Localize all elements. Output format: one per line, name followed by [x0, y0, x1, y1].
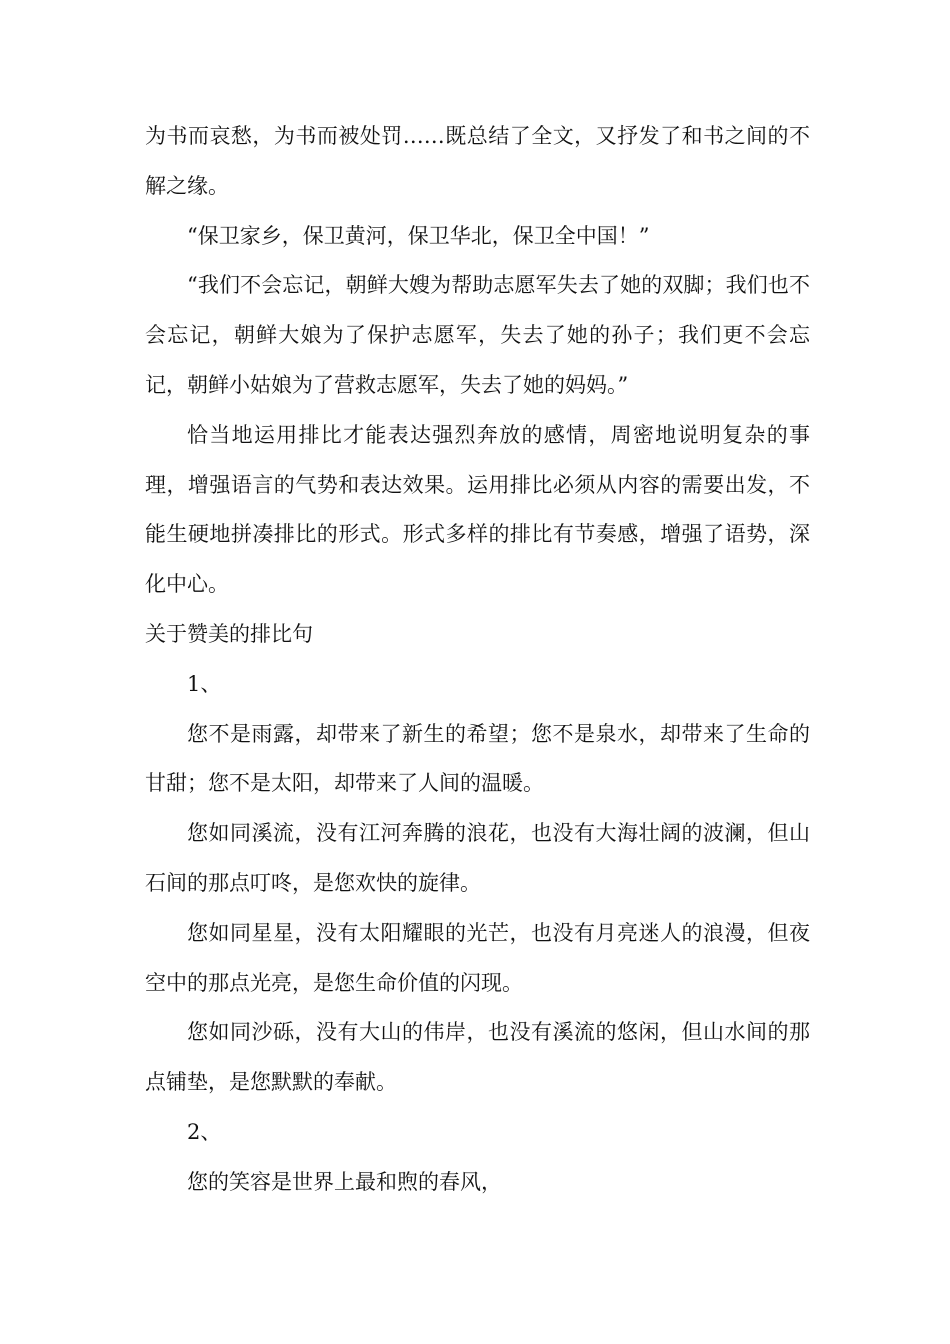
- paragraph-parallelism-explanation: 恰当地运用排比才能表达强烈奔放的感情，周密地说明复杂的事理，增强语言的气势和表达效果。运用排比必须从内容的需要出发，不能生硬地拼凑排比的形式。形式多样的排比有节奏感，增强了语势，深化中心。: [145, 422, 810, 597]
- paragraph-praise-star: 您如同星星，没有太阳耀眼的光芒，也没有月亮迷人的浪漫，但夜空中的那点光亮，是您生命价值的闪现。: [145, 920, 810, 995]
- paragraph-quote-korea: “我们不会忘记，朝鲜大嫂为帮助志愿军失去了她的双脚；我们也不会忘记，朝鲜大娘为了保护志愿军，失去了她的孙子；我们更不会忘记，朝鲜小姑娘为了营救志愿军，失去了她的妈妈。”: [145, 273, 810, 397]
- list-number-1: 1、: [187, 671, 222, 696]
- document-body: [145, 112, 810, 1208]
- paragraph-praise-stream: 您如同溪流，没有江河奔腾的浪花，也没有大海壮阔的波澜，但山石间的那点叮咚，是您欢快的旋律。: [145, 821, 810, 895]
- paragraph-quote-defend: “保卫家乡，保卫黄河，保卫华北，保卫全中国！”: [187, 223, 650, 248]
- paragraph-praise-sand: 您如同沙砾，没有大山的伟岸，也没有溪流的悠闲，但山水间的那点铺垫，是您默默的奉献。: [145, 1020, 810, 1095]
- paragraph-praise-smile: 您的笑容是世界上最和煦的春风，: [187, 1169, 502, 1194]
- list-number-2: 2、: [187, 1119, 222, 1144]
- paragraph-praise-1: 您不是雨露，却带来了新生的希望；您不是泉水，却带来了生命的甘甜；您不是太阳，却带来了人间的温暖。: [145, 721, 810, 796]
- section-heading: 关于赞美的排比句: [145, 621, 313, 646]
- paragraph-summary-continuation: 为书而哀愁，为书而被处罚……既总结了全文，又抒发了和书之间的不解之缘。: [145, 124, 810, 198]
